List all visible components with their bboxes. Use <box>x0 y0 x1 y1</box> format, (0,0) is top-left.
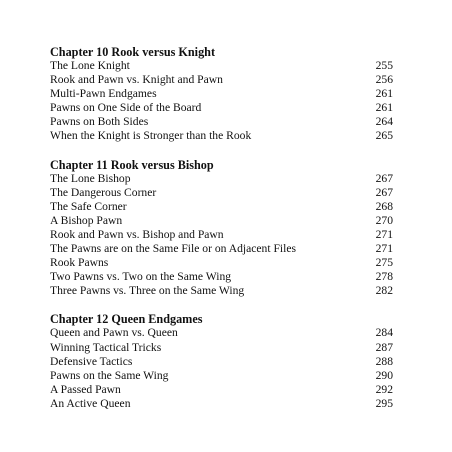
entry-page-number: 256 <box>375 73 393 87</box>
entry-page-number: 255 <box>375 59 393 72</box>
toc-entry[interactable] <box>50 256 395 270</box>
toc-entry[interactable] <box>50 101 395 115</box>
entry-title: Rook and Pawn vs. Bishop and Pawn <box>50 227 224 241</box>
entry-page-number: 271 <box>375 227 393 241</box>
entry-title: Multi-Pawn Endgames <box>50 87 157 101</box>
chapter-title: Chapter 10 Rook versus Knight <box>50 45 216 59</box>
entry-page-number: 288 <box>375 354 393 368</box>
toc-entry[interactable] <box>50 383 395 397</box>
toc-entry[interactable] <box>50 228 395 242</box>
entry-page-number: 270 <box>375 213 393 227</box>
entry-page-number: 284 <box>375 326 393 340</box>
chapter-12-section <box>50 312 395 411</box>
toc-entry[interactable] <box>50 214 395 228</box>
entry-page-number: 267 <box>375 171 393 185</box>
toc-entry[interactable] <box>50 369 395 383</box>
entry-page-number: 295 <box>375 396 393 410</box>
entry-title: Pawns on the Same Wing <box>50 368 169 382</box>
entry-title: Pawns on One Side of the Board <box>50 101 202 115</box>
toc-entry[interactable] <box>50 326 395 340</box>
toc-entry[interactable] <box>50 129 395 143</box>
toc-entry[interactable] <box>50 186 395 200</box>
entry-title: Three Pawns vs. Three on the Same Wing <box>50 284 245 298</box>
toc-entry[interactable] <box>50 284 395 298</box>
entry-page-number: 261 <box>375 87 393 101</box>
entry-title: Pawns on Both Sides <box>50 115 149 129</box>
entry-page-number: 287 <box>375 340 393 354</box>
entry-page-number: 292 <box>375 382 393 396</box>
entry-title: The Lone Bishop <box>50 171 131 185</box>
chapter-11-section <box>50 158 395 299</box>
entry-title: Queen and Pawn vs. Queen <box>50 326 178 340</box>
entry-page-number: 275 <box>375 256 393 270</box>
entry-title: The Safe Corner <box>50 199 127 213</box>
table-of-contents <box>50 45 395 425</box>
toc-entry[interactable] <box>50 73 395 87</box>
chapter-title: Chapter 11 Rook versus Bishop <box>50 157 214 172</box>
entry-title: Two Pawns vs. Two on the Same Wing <box>50 270 232 284</box>
entry-page-number: 290 <box>375 368 393 382</box>
entry-page-number: 265 <box>375 129 393 143</box>
entry-page-number: 278 <box>375 270 393 284</box>
toc-entry[interactable] <box>50 200 395 214</box>
toc-entry[interactable] <box>50 341 395 355</box>
entry-page-number: 267 <box>375 185 393 199</box>
toc-entry[interactable] <box>50 397 395 411</box>
toc-entry[interactable] <box>50 115 395 129</box>
entry-title: A Passed Pawn <box>50 382 121 396</box>
entry-title: An Active Queen <box>50 396 131 410</box>
chapter-title: Chapter 12 Queen Endgames <box>50 312 203 327</box>
entry-page-number: 264 <box>375 115 393 129</box>
entry-title: Rook and Pawn vs. Knight and Pawn <box>50 73 223 87</box>
entry-title: Winning Tactical Tricks <box>50 340 162 354</box>
toc-entry[interactable] <box>50 87 395 101</box>
entry-title: A Bishop Pawn <box>50 213 123 227</box>
entry-title: The Dangerous Corner <box>50 185 157 199</box>
chapter-10-section <box>50 45 395 144</box>
toc-entry[interactable] <box>50 355 395 369</box>
entry-page-number: 268 <box>375 199 393 213</box>
entry-title: When the Knight is Stronger than the Rook <box>50 129 252 143</box>
toc-entry[interactable] <box>50 270 395 284</box>
entry-title: Rook Pawns <box>50 256 109 270</box>
toc-entry[interactable] <box>50 242 395 256</box>
toc-entry[interactable] <box>50 172 395 186</box>
entry-page-number: 261 <box>375 101 393 115</box>
entry-title: Defensive Tactics <box>50 354 133 368</box>
entry-title: The Lone Knight <box>50 59 130 72</box>
toc-entry[interactable] <box>50 59 395 73</box>
entry-page-number: 282 <box>375 284 393 298</box>
entry-page-number: 271 <box>375 242 393 256</box>
entry-title: The Pawns are on the Same File or on Adjacent Files <box>50 242 296 256</box>
